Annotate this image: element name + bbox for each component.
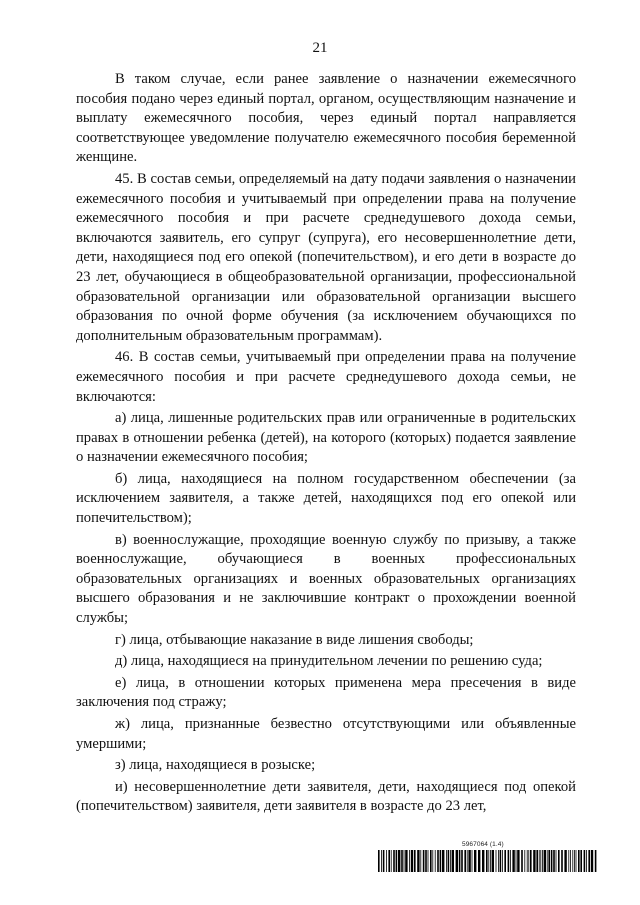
list-item-b: б) лица, находящиеся на полном государственном обеспечении (за исключением заявителя, а также детей, находящихся под его опекой или попечительством); bbox=[76, 470, 576, 527]
paragraph-46: 46. В состав семьи, учитываемый при определении права на получение ежемесячного пособия и при расчете среднедушевого дохода семьи, не включаются: bbox=[76, 349, 576, 405]
list-item-a: а) лица, лишенные родительских прав или ограниченные в родительских правах в отношении ребенка (детей), на которого (которых) подается заявление о назначении ежемесячного пособия; bbox=[76, 410, 576, 466]
barcode-icon bbox=[378, 850, 600, 872]
list-item-e: е) лица, в отношении которых применена мера пресечения в виде заключения под стражу; bbox=[76, 674, 576, 711]
paragraph-45: 45. В состав семьи, определяемый на дату подачи заявления о назначении ежемесячного пособия и учитываемый при определении права на получение ежемесячного пособия и при расчете среднедушевого дохода семьи, включаются заявитель, его супруг (супруга), его несовершеннолетние дети, дети, находящиеся под его опекой (попечительством), и его дети в возрасте до 23 лет, обучающиеся в общеобразовательной организации, профессиональной образовательной организации или образовательной организации высшего образования по очной форме обучения (за исключением обучающихся по дополнительным образовательным программам). bbox=[76, 170, 576, 344]
list-item-z: з) лица, находящиеся в розыске; bbox=[115, 757, 316, 774]
list-item-i: и) несовершеннолетние дети заявителя, дети, находящиеся под опекой (попечительством) заявителя, дети заявителя в возрасте до 23 лет, bbox=[76, 778, 576, 815]
list-item-g: г) лица, отбывающие наказание в виде лишения свободы; bbox=[115, 631, 474, 648]
document-body bbox=[76, 70, 576, 817]
paragraph-intro: В таком случае, если ранее заявление о назначении ежемесячного пособия подано через единый портал, органом, осуществляющим назначение и выплату ежемесячного пособия, через единый портал направляется соответствующее уведомление получателю ежемесячного пособия беременной женщине. bbox=[76, 71, 576, 166]
list-item-v: в) военнослужащие, проходящие военную службу по призыву, а также военнослужащие, обучающиеся в военных профессиональных образовательных организациях и военных образовательных организациях высшего образования и не заключившие контракт о прохождении военной службы; bbox=[76, 531, 576, 627]
list-item-d: д) лица, находящиеся на принудительном лечении по решению суда; bbox=[115, 653, 543, 670]
list-item-zh: ж) лица, признанные безвестно отсутствующими или объявленные умершими; bbox=[76, 716, 576, 752]
page-number: 21 bbox=[312, 40, 328, 56]
document-code: 5967064 (1.4) bbox=[462, 841, 504, 848]
